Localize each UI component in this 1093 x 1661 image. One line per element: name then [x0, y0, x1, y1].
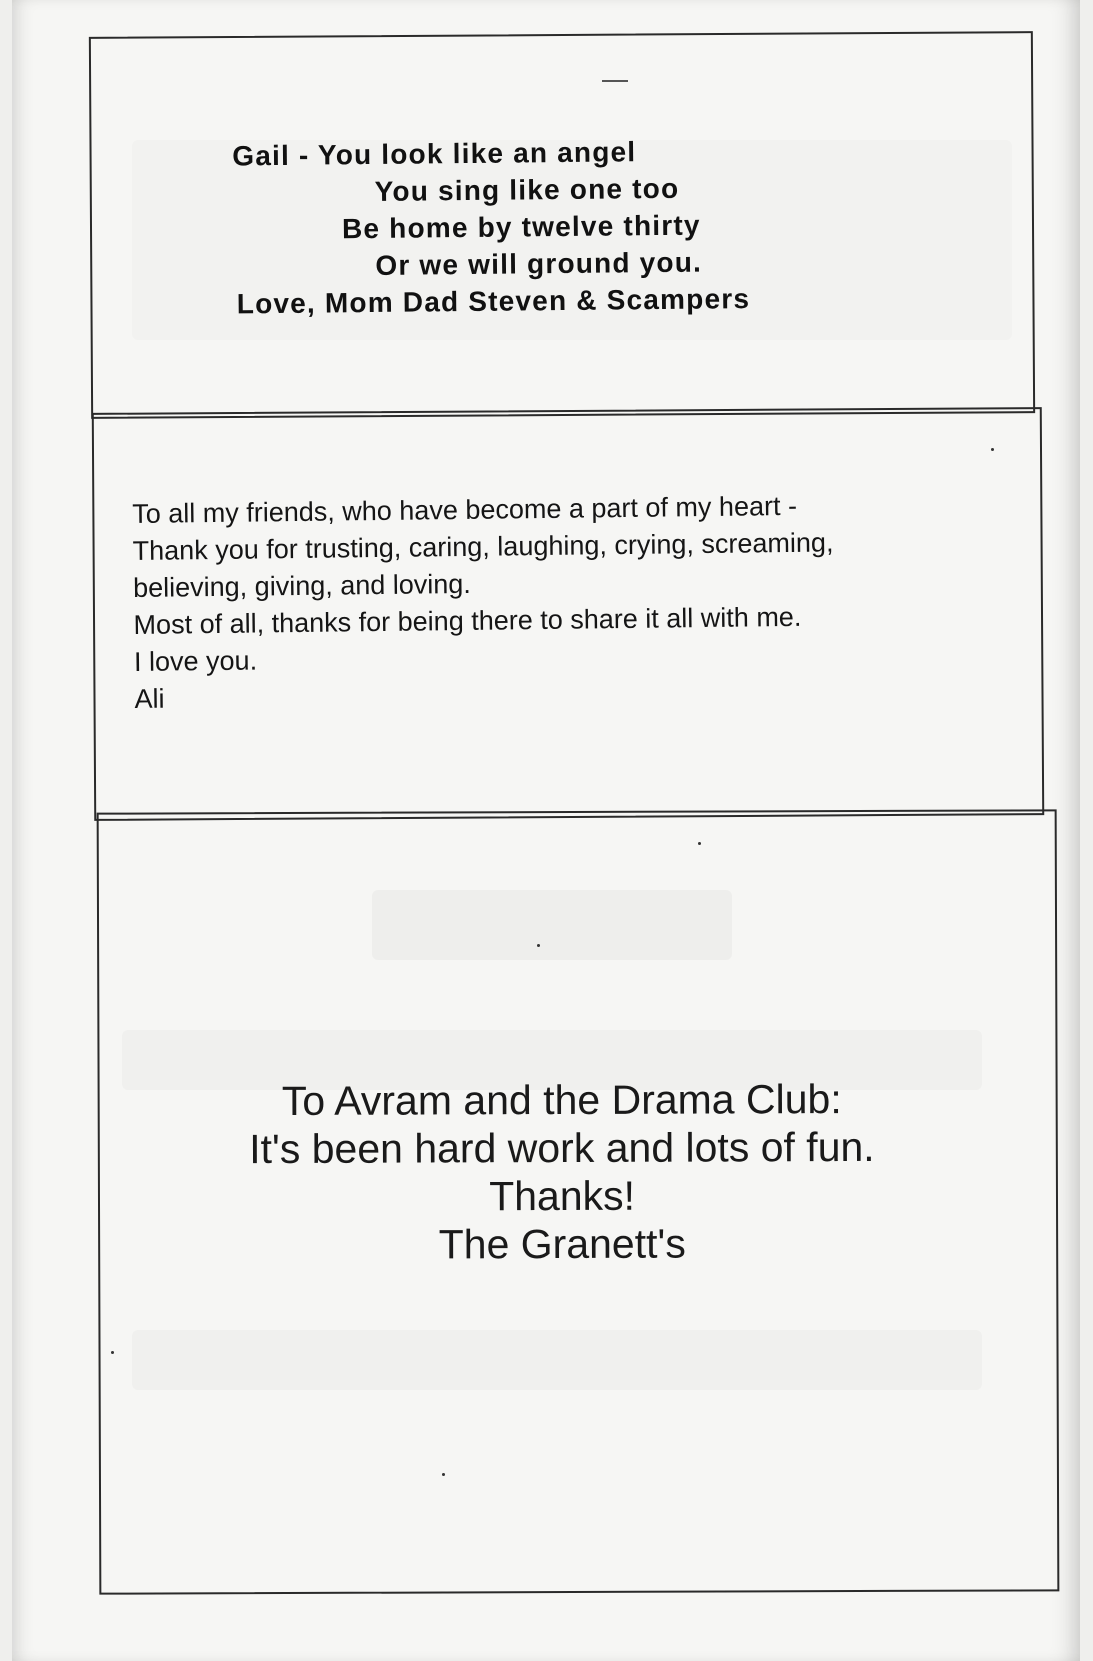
dash-mark [602, 80, 628, 82]
ad-ali-line: Ali [134, 683, 165, 714]
ad-granett-line: The Granett's [438, 1220, 686, 1268]
ad-gail-line: Or we will ground you. [375, 246, 703, 281]
ad-granett-line: It's been hard work and lots of fun. [249, 1123, 875, 1173]
ad-ali-line: I love you. [133, 645, 258, 677]
program-page [12, 0, 1080, 1661]
ink-speck [991, 448, 994, 451]
ad-gail-line: Be home by twelve thirty [341, 209, 701, 245]
ink-speck [537, 944, 540, 947]
ink-speck [442, 1473, 445, 1476]
ad-gail-line: Love, Mom Dad Steven & Scampers [236, 283, 751, 320]
ink-speck [698, 842, 701, 845]
ad-ali-line: Most of all, thanks for being there to share it all with me. [133, 601, 802, 640]
ad-gail-line: Gail - You look like an angel [232, 136, 637, 172]
ad-granett-text [132, 1074, 993, 1269]
ink-speck [111, 1351, 114, 1354]
ad-granett-line: To Avram and the Drama Club: [281, 1076, 842, 1124]
ad-ali-line: Thank you for trusting, caring, laughing, crying, screaming, [132, 527, 834, 566]
ad-gail-text [161, 130, 963, 323]
ad-granett-line: Thanks! [489, 1172, 636, 1220]
ad-gail-line: You sing like one too [374, 172, 680, 207]
ad-ali-text [132, 485, 995, 717]
ad-ali-line: To all my friends, who have become a part of my heart - [132, 490, 798, 529]
ad-ali-line: believing, giving, and loving. [132, 568, 472, 603]
